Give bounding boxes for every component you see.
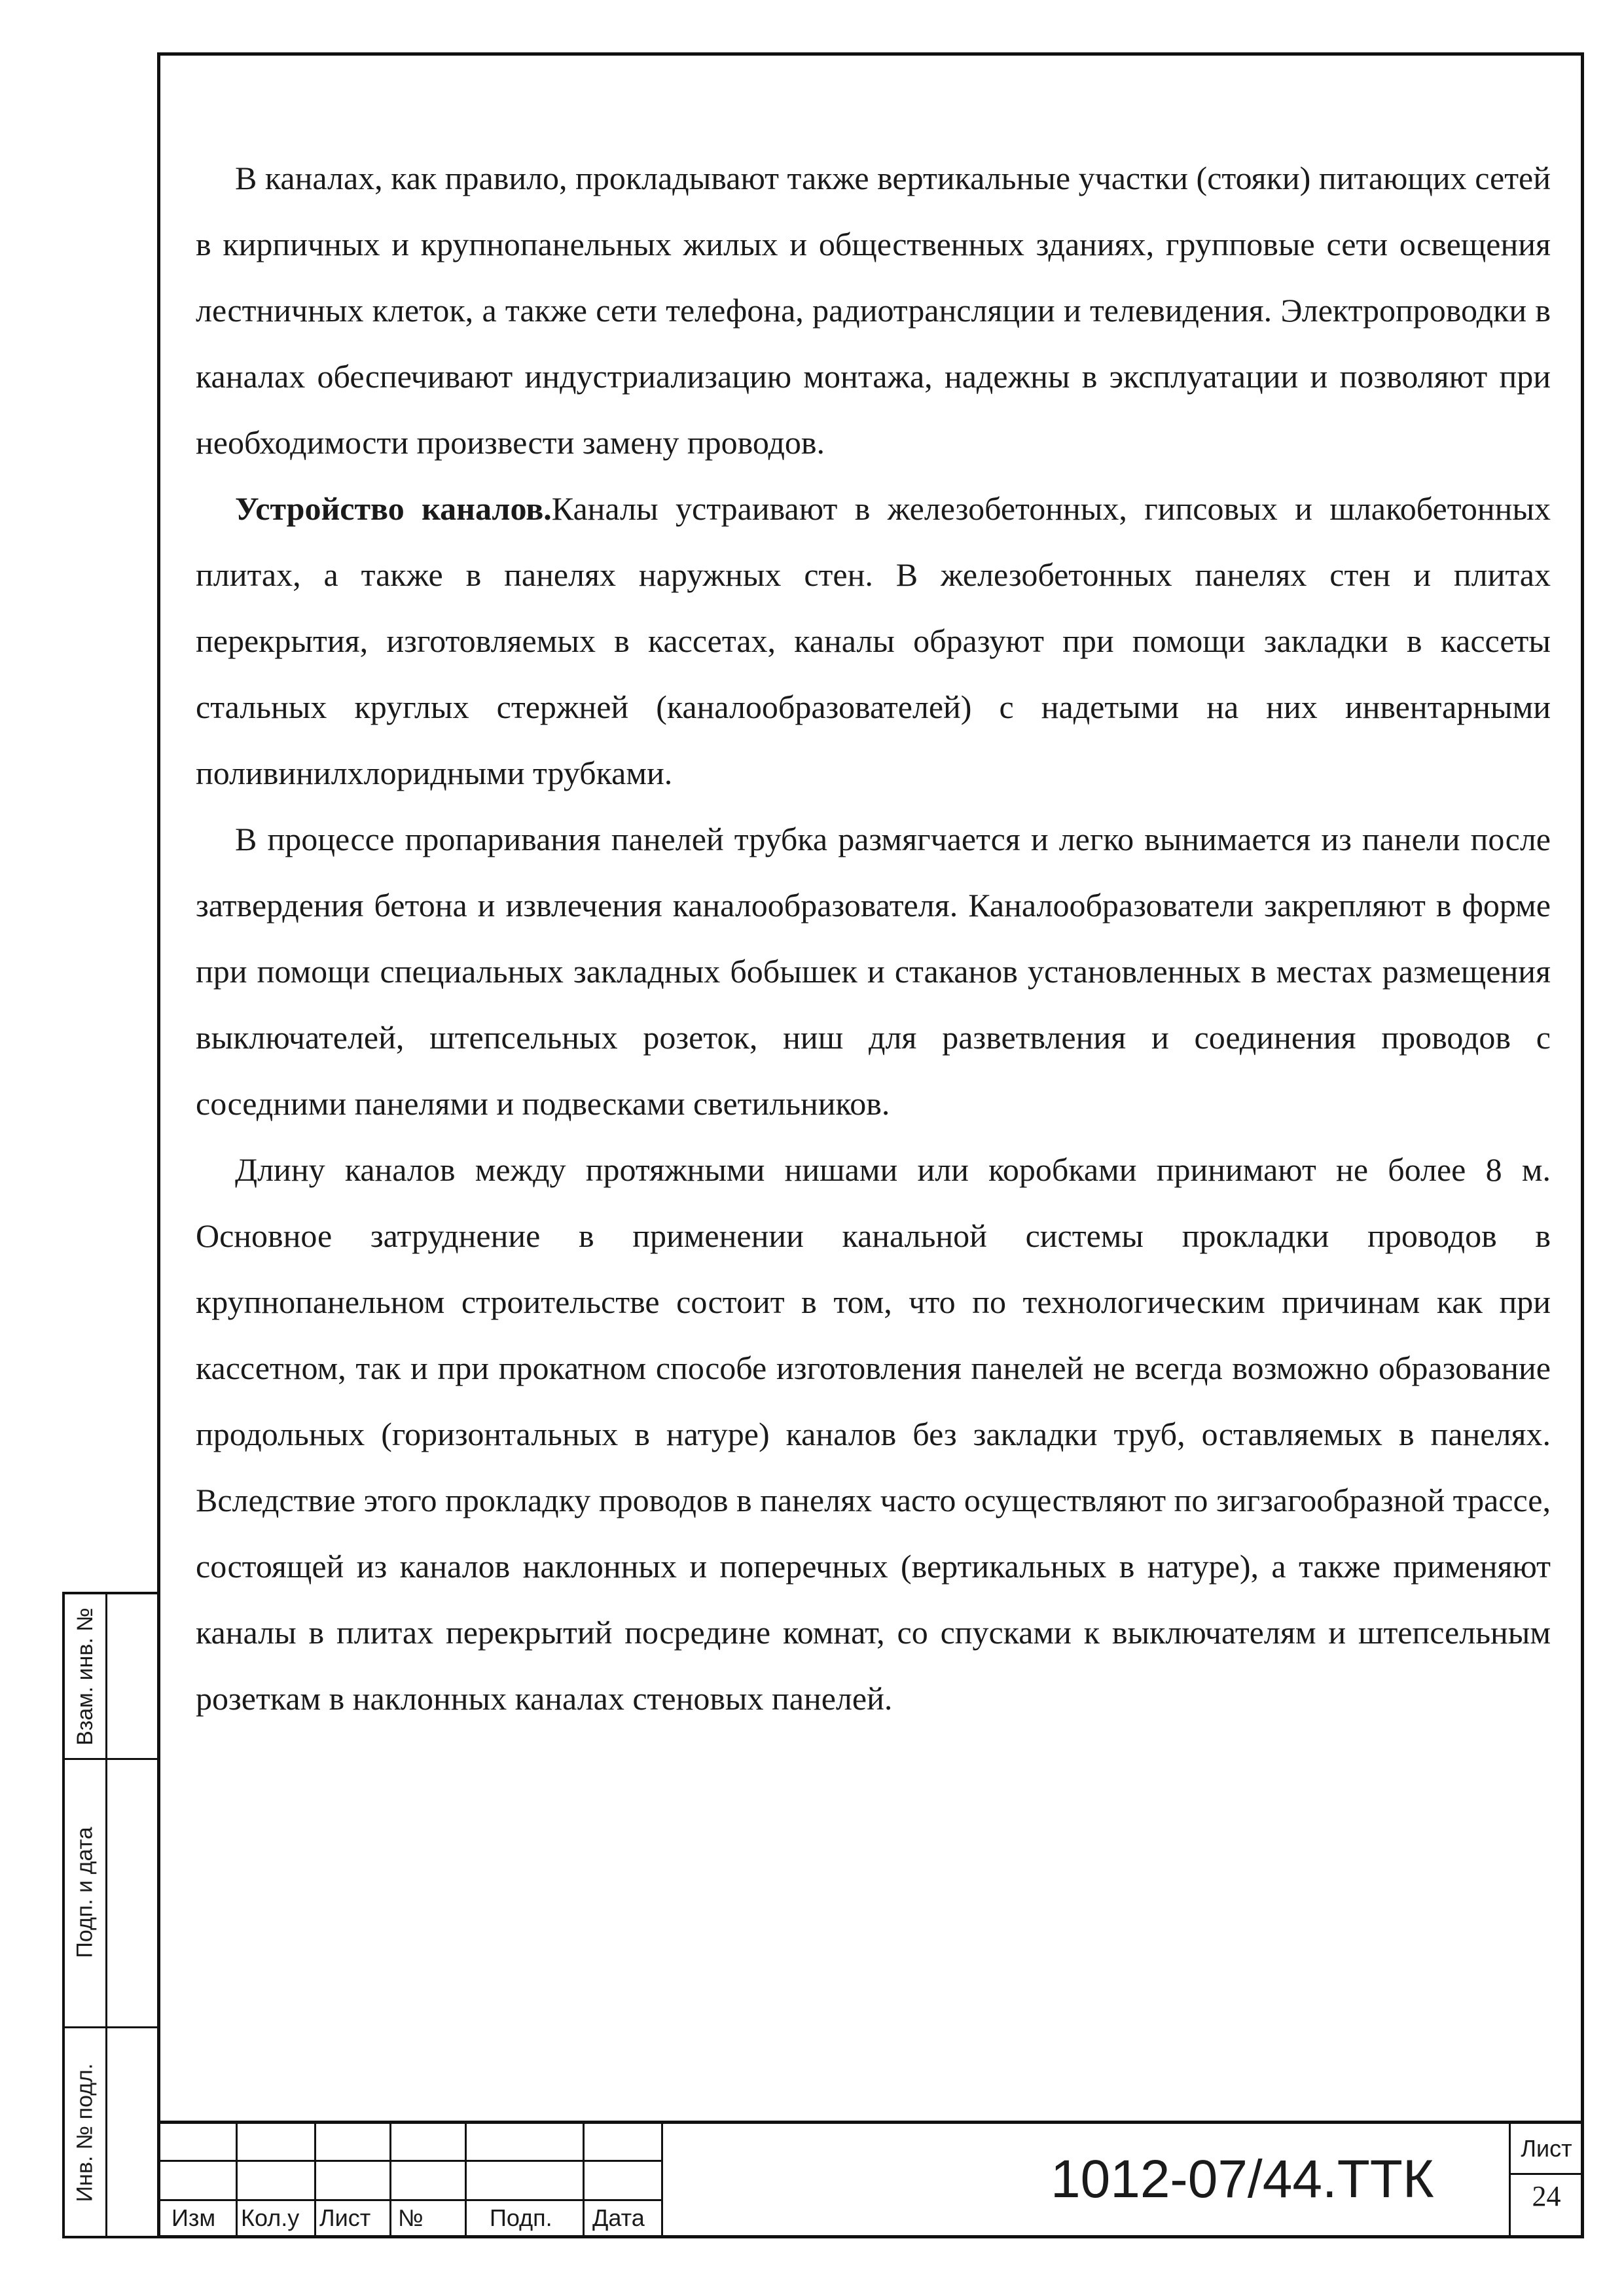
side-label-vzam: Взам. инв. № xyxy=(72,1607,98,1746)
paragraph-4: Длину каналов между протяжными нишами или коробками принимают не более 8 м. Основное затруднение в применении канальной системы прокладки проводов в крупнопанельном строительстве состоит в том, что по технологическим причинам как при кассетном, так и при прокатном способе изготовления панелей не всегда возможно образование продольных (горизонтальных в натуре) каналов без закладки труб, оставляемых в панелях. Вследствие этого прокладку проводов в панелях часто осуществляют по зигзагообразной трассе, состоящей из каналов наклонных и поперечных (вертикальных в натуре), а также применяют каналы в плитах перекрытий посредине комнат, со спусками к выключателям и штепсельным розеткам в наклонных каналах стеновых панелей. xyxy=(196,1151,1551,1717)
side-stamp-divider xyxy=(105,1594,107,2236)
header-data: Дата xyxy=(592,2204,645,2231)
header-kolu: Кол.у xyxy=(241,2204,300,2231)
side-label-inv: Инв. № подл. xyxy=(72,2063,98,2202)
title-block-col-line xyxy=(661,2121,663,2238)
side-stamp xyxy=(62,1592,157,2238)
document-number: 1012-07/44.ТТК xyxy=(1051,2149,1434,2209)
title-block-col-line xyxy=(465,2121,467,2238)
title-block-col-line xyxy=(389,2121,391,2238)
document-body xyxy=(196,145,1551,1732)
title-block xyxy=(157,2121,1584,2238)
paragraph-2-text: Каналы устраивают в железобетонных, гипсовых и шлакобетонных плитах, а также в панелях наружных стен. В железобетонных панелях стен и плитах перекрытия, изготовляемых в кассетах, каналы образуют при помощи закладки в кассеты стальных круглых стержней (каналообразователей) с надетыми на них инвентарными поливинилхлоридными трубками. xyxy=(196,490,1551,791)
paragraph-3: В процессе пропаривания панелей трубка размягчается и легко вынимается из панели после затвердения бетона и извлечения каналообразователя. Каналообразователи закрепляют в форме при помощи специальных закладных бобышек и стаканов установленных в местах размещения выключателей, штепсельных розеток, ниш для разветвления и соединения проводов с соседними панелями и подвесками светильников. xyxy=(196,821,1551,1122)
side-label-podp: Подп. и дата xyxy=(72,1826,98,1958)
title-block-col-line xyxy=(583,2121,585,2238)
paragraph-2-heading: Устройство каналов. xyxy=(235,490,552,527)
title-block-row-line xyxy=(157,2160,661,2162)
header-num: № xyxy=(398,2204,424,2231)
sheet-label: Лист xyxy=(1521,2135,1572,2162)
header-izm: Изм xyxy=(171,2204,216,2231)
paragraph-2 xyxy=(196,476,1551,806)
header-podp: Подп. xyxy=(490,2204,552,2231)
title-block-col-line xyxy=(314,2121,316,2238)
title-block-row-line xyxy=(157,2199,661,2201)
sheet-number: 24 xyxy=(1532,2180,1561,2212)
paragraph-1: В каналах, как правило, прокладывают также вертикальные участки (стояки) питающих сетей в кирпичных и крупнопанельных жилых и общественных зданиях, групповые сети освещения лестничных клеток, а также сети телефона, радиотрансляции и телевидения. Электропроводки в каналах обеспечивают индустриализацию монтажа, надежны в эксплуатации и позволяют при необходимости произвести замену проводов. xyxy=(196,160,1551,461)
title-block-col-line xyxy=(236,2121,238,2238)
header-list: Лист xyxy=(319,2204,371,2231)
